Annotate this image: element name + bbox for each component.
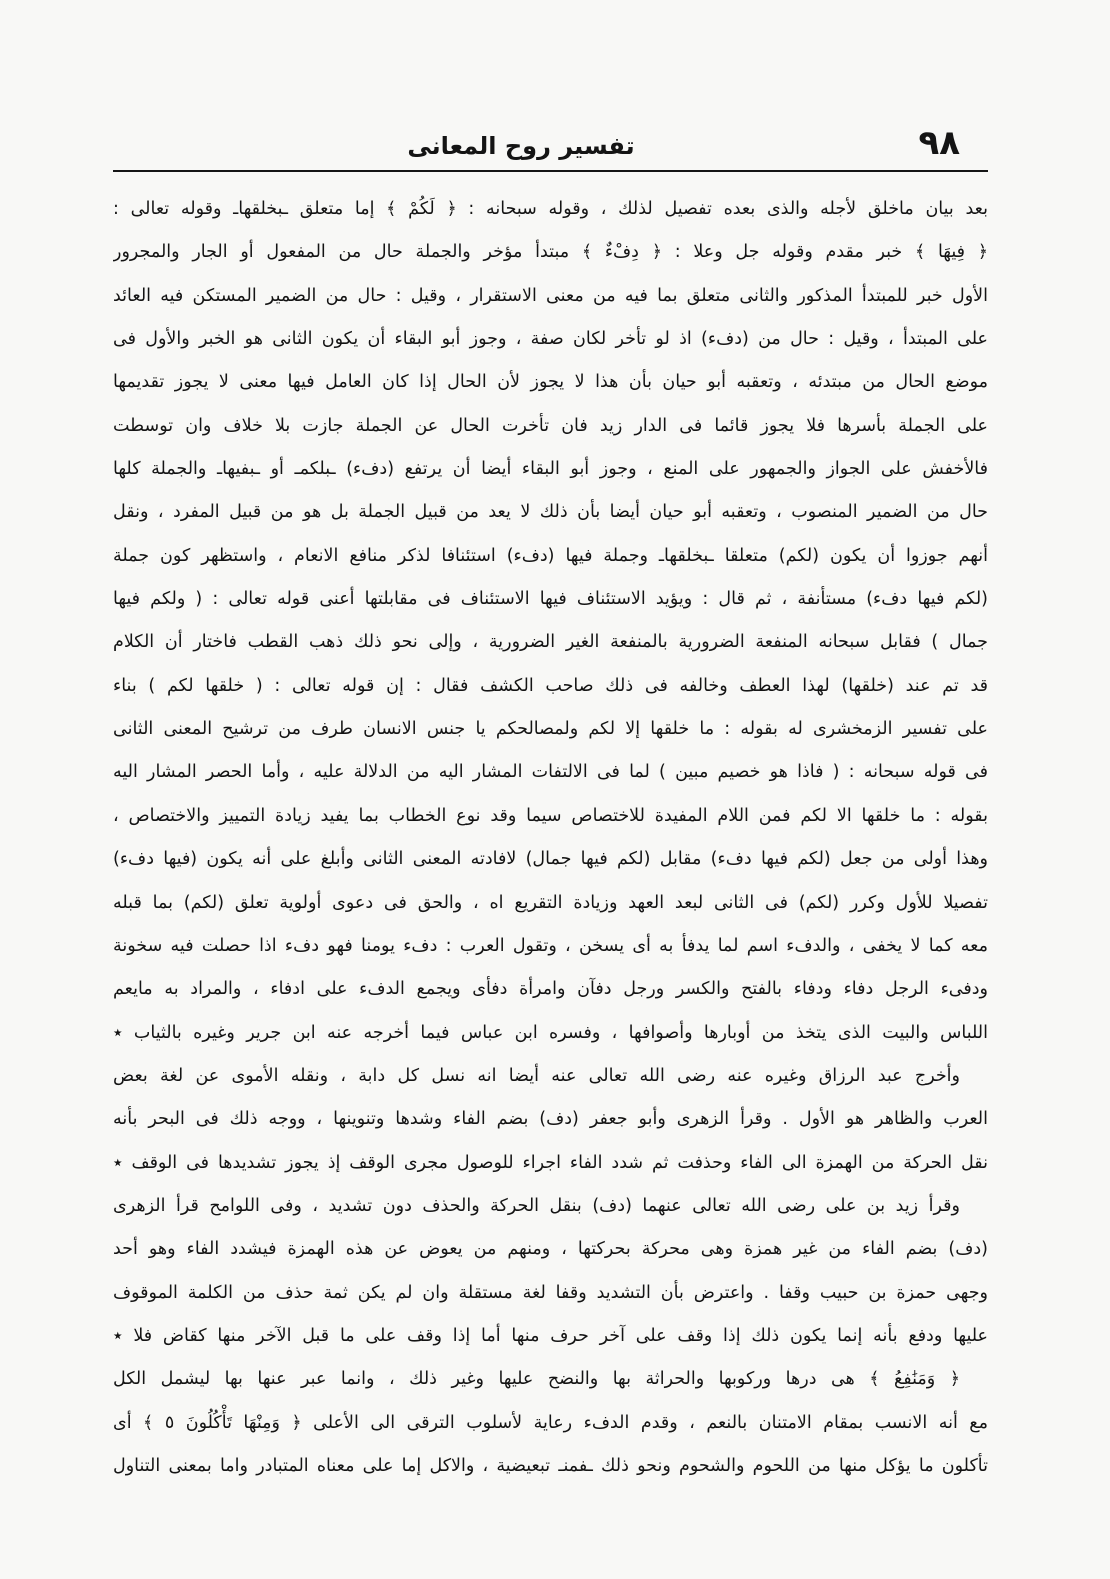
text-line: الأول خبر للمبتدأ المذكور والثانى متعلق بما فيه من معنى الاستقرار ، وقيل : حال من الضمير المستكن فيه العائد xyxy=(113,285,988,306)
paragraph-start-line: ﴿ وَمَنَٰفِعُ ﴾ هى درها وركوبها والحراثة بها والنضح عليها وغير ذلك ، وانما عبر عنها بها ليشمل الكل xyxy=(113,1369,960,1390)
text-line: نقل الحركة من الهمزة الى الفاء وحذفت ثم شدد الفاء اجراء للوصول مجرى الوقف إذ يجوز تشديدها فى الوقف ٭ xyxy=(113,1152,988,1173)
paragraph-start-line: وقرأ زيد بن على رضى الله تعالى عنهما (دف) بنقل الحركة والحذف دون تشديد ، وفى اللوامح قرأ الزهرى xyxy=(113,1195,960,1216)
text-line: قد تم عند (خلقها) لهذا العطف وخالفه فى ذلك صاحب الكشف فقال : إن قوله تعالى : ( خلقها لكم ) بناء xyxy=(113,675,988,696)
text-line: فالأخفش على الجواز والجمهور على المنع ، وجوز أبو البقاء أيضا أن يرتفع (دفء) ـبلكمـ أو ـبفيهاـ والجملة كلها xyxy=(113,459,988,480)
text-line: حال من الضمير المنصوب ، وتعقبه أبو حيان أيضا بأن ذلك لا يعد من قبيل الجملة بل هو من قبيل المفرد ، ونقل xyxy=(113,502,988,523)
text-line: ودفىء الرجل دفاء ودفاء بالفتح والكسر ورجل دفآن وامرأة دفأى ويجمع الدفء على ادفاء ، والمراد به مايعم xyxy=(113,979,988,1000)
text-line: وجهى حمزة بن حبيب وقفا . واعترض بأن التشديد وقفا لغة مستقلة وان لم يكن ثمة حذف من الكلمة الموقوف xyxy=(113,1282,988,1303)
text-body xyxy=(113,188,988,1488)
text-line: أنهم جوزوا أن يكون (لكم) متعلقا ـبخلقهاـ وجملة فيها (دفء) استئنافا لذكر منافع الانعام ، واستظهر كون جملة xyxy=(113,545,988,566)
text-line: بعد بيان ماخلق لأجله والذى بعده تفصيل لذلك ، وقوله سبحانه : ﴿ لَكُمْ ﴾ إما متعلق ـبخلقهاـ وقوله تعالى : xyxy=(113,199,988,219)
text-line: (لكم فيها دفء) مستأنفة ، ثم قال : ويؤيد الاستئناف فيها الاستئناف فى مقابلتها أعنى قوله تعالى : ( ولكم فيها xyxy=(113,589,988,610)
text-line: العرب والظاهر هو الأول . وقرأ الزهرى وأبو جعفر (دف) بضم الفاء وشدها وتنوينها ، ووجه ذلك فى البحر بأنه xyxy=(113,1109,988,1130)
text-line: على المبتدأ ، وقيل : حال من (دفء) اذ لو تأخر لكان صفة ، وجوز أبو البقاء أن يكون الثانى هو الخبر والأول فى xyxy=(113,329,988,350)
text-line: فى قوله سبحانه : ( فاذا هو خصيم مبين ) لما فى الالتفات المشار اليه من الدلالة عليه ، وأما الحصر المشار اليه xyxy=(113,762,988,783)
text-line: تأكلون ما يؤكل منها من اللحوم والشحوم ونحو ذلك ـفمنـ تبعيضية ، والاكل إما على معناه المتبادر واما بمعنى التناول xyxy=(113,1455,988,1476)
text-line: ﴿ فِيهَا ﴾ خبر مقدم وقوله جل وعلا : ﴿ دِفْءٌ ﴾ مبتدأ مؤخر والجملة حال من المفعول أو الجار والمجرور xyxy=(113,242,988,263)
text-line: على الجملة بأسرها فلا يجوز قائما فى الدار زيد فان تأخرت الحال عن الجملة جازت بلا خلاف وان توسطت xyxy=(113,415,988,436)
text-line: تفصيلا للأول وكرر (لكم) فى الثانى لبعد العهد وزيادة التقريع اه ، والحق فى دعوى أولوية تعلق (لكم) بما قبله xyxy=(113,892,988,913)
text-line: موضع الحال من مبتدئه ، وتعقبه أبو حيان بأن هذا لا يجوز لأن الحال إذا كان العامل فيها معنى لا يجوز تقديمها xyxy=(113,372,988,393)
header-rule xyxy=(113,170,988,172)
text-line: (دف) بضم الفاء من غير همزة وهى محركة بحركتها ، ومنهم من يعوض عن هذه الهمزة فيشدد الفاء وهو أحد xyxy=(113,1239,988,1260)
text-line: بقوله : ما خلقها الا لكم فمن اللام المفيدة للاختصاص سيما وقد نوع الخطاب بما يفيد زيادة التمييز والاختصاص ، xyxy=(113,805,988,826)
text-line: وهذا أولى من جعل (لكم فيها دفء) مقابل (لكم فيها جمال) لافادته المعنى الثانى وأبلغ على أنه يكون (فيها دفء) xyxy=(113,849,988,870)
page-number: ٩٨ xyxy=(918,123,960,163)
running-title: تفسير روح المعانى xyxy=(407,132,635,160)
text-line: معه كما لا يخفى ، والدفء اسم لما يدفأ به أى يسخن ، وتقول العرب : دفء يومنا فهو دفء اذا حصلت فيه سخونة xyxy=(113,935,988,956)
text-line: على تفسير الزمخشرى له بقوله : ما خلقها إلا لكم ولمصالحكم يا جنس الانسان طرف من ترشيح المعنى الثانى xyxy=(113,719,988,740)
text-line: مع أنه الانسب بمقام الامتنان بالنعم ، وقدم الدفء رعاية لأسلوب الترقى الى الأعلى ﴿ وَمِنْهَا تَأْكُلُونَ ٥ ﴾ أى xyxy=(113,1412,988,1433)
text-line: عليها ودفع بأنه إنما يكون ذلك إذا وقف على آخر حرف منها أما إذا وقف على ما قبل الآخر منها كقاض فلا ٭ xyxy=(113,1325,988,1346)
text-line: اللباس والبيت الذى يتخذ من أوبارها وأصوافها ، وفسره ابن عباس فيما أخرجه عنه ابن جرير وغيره بالثياب ٭ xyxy=(113,1022,988,1043)
text-line: جمال ) فقابل سبحانه المنفعة الضرورية بالمنفعة الغير الضرورية ، وإلى نحو ذلك ذهب القطب فاختار أن الكلام xyxy=(113,632,988,653)
paragraph-start-line: وأخرج عبد الرزاق وغيره عنه رضى الله تعالى عنه أيضا انه نسل كل دابة ، ونقله الأموى عن لغة بعض xyxy=(113,1065,960,1086)
